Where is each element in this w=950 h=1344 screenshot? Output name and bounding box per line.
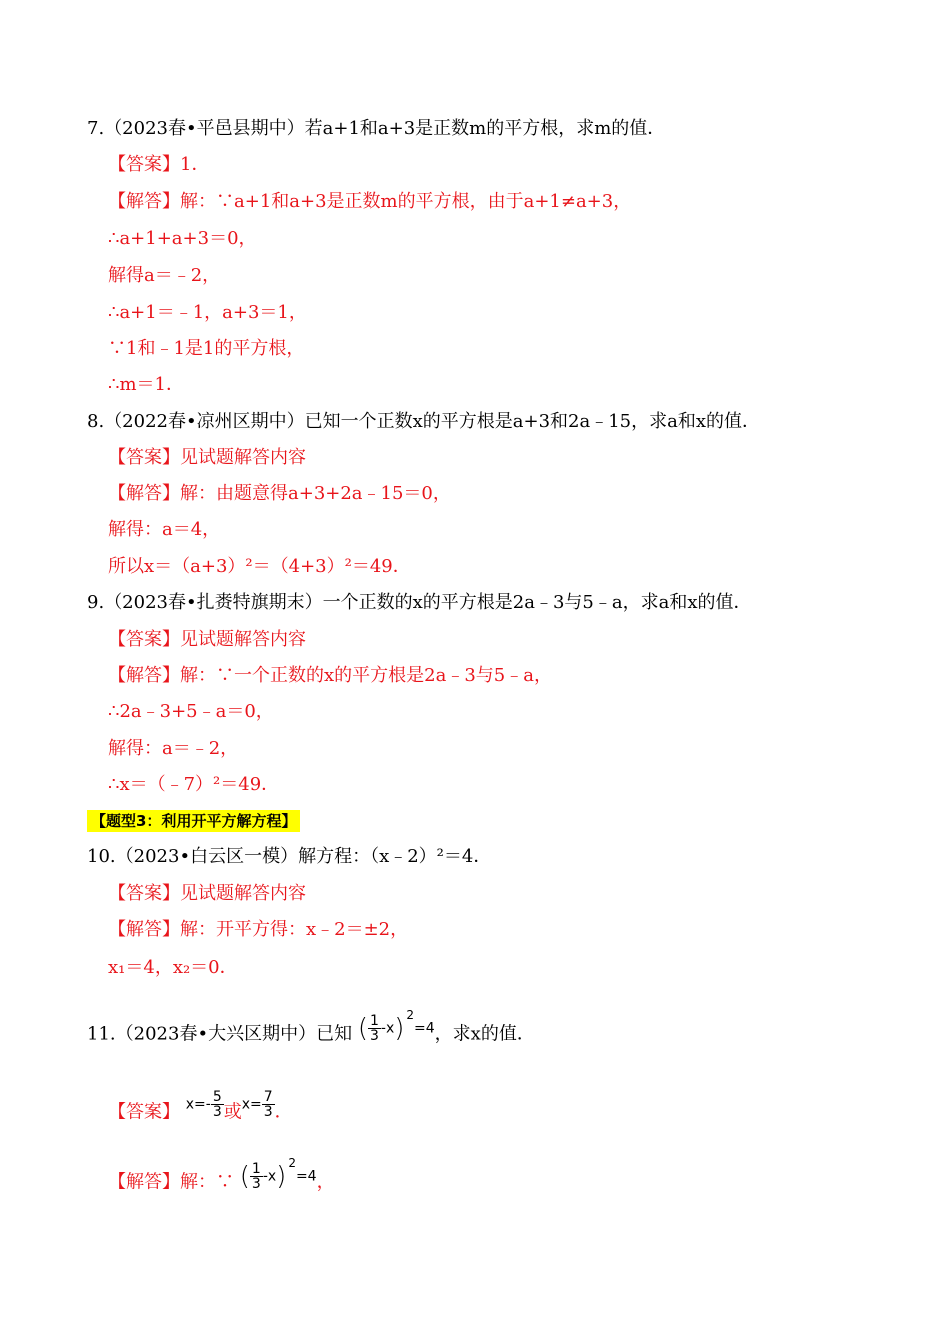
q9-step: ∴x＝（﹣7）²＝49． [108, 774, 280, 795]
q7-step: ∴a+1+a+3＝0， [108, 228, 257, 249]
q7-solution: 【解答】解：∵a+1和a+3是正数m的平方根，由于a+1≠a+3， [108, 191, 632, 212]
q10-solution: 【解答】解：开平方得：x﹣2＝±2， [108, 919, 409, 940]
q7-text: 若a+1和a+3是正数m的平方根，求m的值． [304, 118, 666, 139]
q9-question: 9.（2023春•扎赉特旗期末）一个正数的x的平方根是2a﹣3与5﹣a，求a和x的值． [87, 592, 752, 613]
q11-answer: 【答案】 x=- $\frac{5}{3}$ 或x= $\frac{7}{3}$ ． [108, 1089, 293, 1123]
q9-step: 解得：a＝﹣2， [108, 738, 239, 759]
q8-step: 解得：a＝4， [108, 519, 221, 540]
q8-question: 8.（2022春•凉州区期中）已知一个正数x的平方根是a+3和2a﹣15，求a和x的值． [87, 411, 761, 432]
q7-question [87, 117, 665, 141]
q8-answer: 【答案】见试题解答内容 [108, 447, 306, 468]
q7-step: 解得a＝﹣2， [108, 265, 221, 286]
q11-solution-equation: ( $\frac{1}{3}$ -x) 2=4 [239, 1155, 317, 1192]
q11-answer-formula: x=- $\frac{5}{3}$ [185, 1089, 222, 1120]
q7-step: ∴m＝1． [108, 374, 184, 395]
q7-step: ∴a+1＝﹣1，a+3＝1， [108, 302, 307, 323]
q8-step: 所以x＝（a+3）²＝（4+3）²＝49． [108, 556, 411, 577]
q9-solution: 【解答】解：∵一个正数的x的平方根是2a﹣3与5﹣a， [108, 665, 552, 686]
q10-answer: 【答案】见试题解答内容 [108, 883, 306, 904]
q9-answer: 【答案】见试题解答内容 [108, 629, 306, 650]
q11-solution: 【解答】解：∵ ( $\frac{1}{3}$ -x) 2=4， [108, 1155, 335, 1193]
q7-source: （2023春•平邑县期中） [104, 118, 305, 139]
q10-step: x₁＝4，x₂＝0． [108, 957, 238, 978]
q7-answer: 【答案】1． [108, 154, 210, 175]
q11-equation: ( $\frac{1}{3}$ -x) 2=4 [357, 1007, 435, 1044]
q7-step: ∵1和﹣1是1的平方根， [108, 338, 305, 359]
q7-number: 7. [87, 118, 105, 139]
q9-step: ∴2a﹣3+5﹣a＝0， [108, 701, 274, 722]
section-heading: 【题型3：利用开平方解方程】 [87, 810, 300, 832]
q11-answer-formula-2: x= $\frac{7}{3}$ [241, 1089, 273, 1120]
q10-question: 10.（2023•白云区一模）解方程：（x﹣2）²＝4． [87, 846, 492, 867]
q8-solution: 【解答】解：由题意得a+3+2a﹣15＝0， [108, 483, 451, 504]
q11-question: 11.（2023春•大兴区期中）已知 ( $\frac{1}{3}$ -x) 2=4，求x的值． [87, 1007, 535, 1045]
